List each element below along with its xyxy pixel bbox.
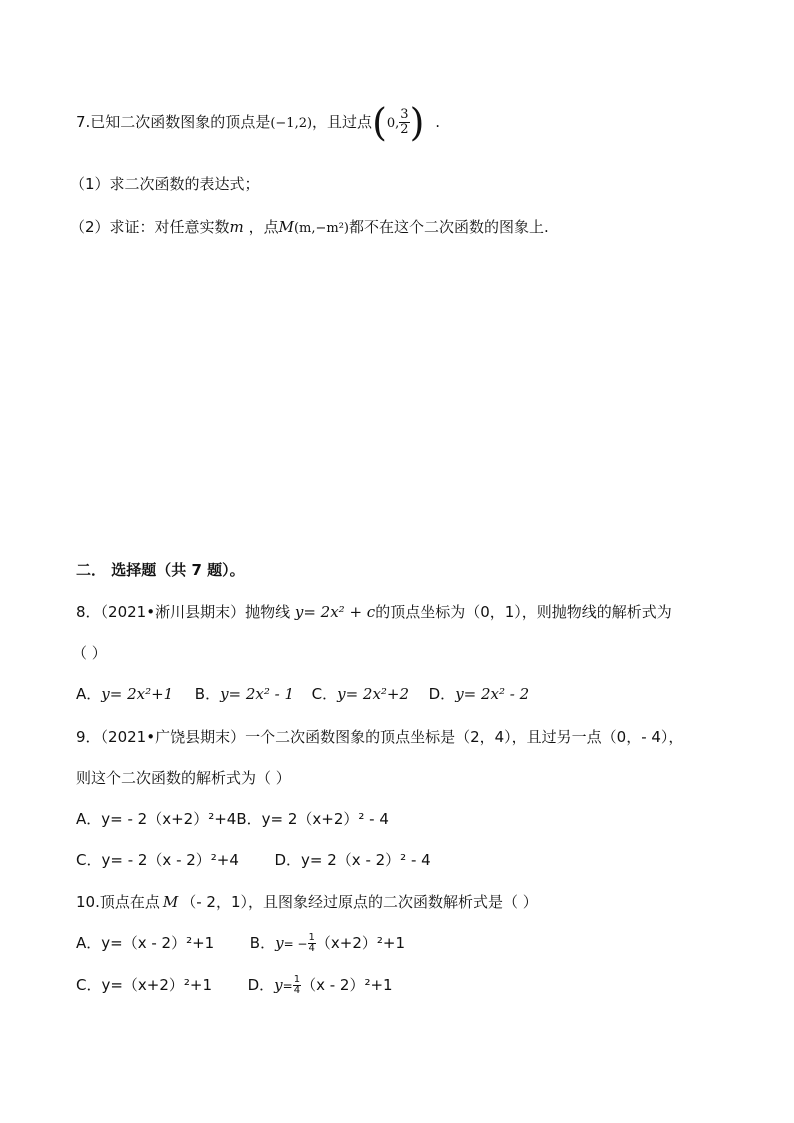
q7-vertex: (−1,2) (270, 116, 313, 131)
q7-stem (76, 100, 440, 145)
q7-point-y-den: 2 (400, 122, 409, 137)
q8-options (76, 683, 529, 705)
q9-options-row1 (76, 808, 389, 830)
q10-opt-b-y: y (275, 934, 284, 952)
q10-pt: M (162, 893, 179, 911)
q8-suffix: 的顶点坐标为（0，1），则抛物线的解析式为 (375, 603, 672, 621)
q10-opt-c: C． (76, 976, 102, 994)
q7-mid: ，且过点 (312, 113, 373, 131)
q8-opt-a: A． (76, 685, 102, 703)
q7-prefix: 7.已知二次函数图象的顶点是 (76, 113, 271, 131)
q10-opt-b: B． (249, 934, 276, 952)
q8-opt-d-val: y= 2x² - 2 (455, 685, 530, 703)
q10-opt-d-rest: （x - 2）²+1 (301, 976, 393, 994)
q9-opt-c: C． (76, 851, 102, 869)
q8-blank: （ ） (72, 644, 107, 662)
q7-part2-b: ，点 (248, 218, 279, 236)
q10-opt-b-rest: （x+2）²+1 (315, 934, 405, 952)
q10-prefix: 10.顶点在点 (76, 893, 160, 911)
q7-point-y-fraction (399, 108, 409, 137)
q10-options-row2 (76, 974, 393, 997)
q7-part2-a: （2）求证：对任意实数 (70, 218, 230, 236)
q10-stem (76, 891, 538, 913)
q10-opt-b-eq: = − (283, 937, 308, 951)
q10-opt-c-val: y=（x+2）²+1 (101, 976, 213, 994)
q7-point-x: 0, (386, 116, 400, 131)
q10-opt-d-num: 1 (293, 974, 301, 985)
q8-opt-b: B． (194, 685, 221, 703)
q7-end: . (435, 113, 440, 131)
q8-prefix: 8．（2021•淅川县期末）抛物线 (76, 603, 291, 621)
q7-part2-pt-a: M (278, 218, 294, 236)
section2-title: 二． 选择题（共 7 题）。 (76, 561, 245, 579)
q7-point-y-num: 3 (400, 107, 409, 122)
q8-opt-d: D． (428, 685, 456, 703)
q9-line2: 则这个二次函数的解析式为（ ） (76, 769, 291, 787)
q10-opt-a: A． (76, 934, 102, 952)
q10-opt-d: D． (247, 976, 275, 994)
q8-opt-b-val: y= 2x² - 1 (220, 685, 295, 703)
q7-paren-right: ) (409, 100, 425, 145)
q8-func: y (294, 603, 304, 621)
q7-part2-c: 都不在这个二次函数的图象上. (348, 218, 549, 236)
q9-opt-b: B． (236, 810, 262, 828)
q7-part2-pt-b: (m,−m²) (293, 221, 349, 236)
q10-opt-d-y: y (274, 976, 283, 994)
q10-opt-a-val: y=（x - 2）²+1 (101, 934, 215, 952)
q8-opt-c-val: y= 2x²+2 (337, 685, 410, 703)
q9-opt-b-val: y= 2（x+2）² - 4 (261, 810, 389, 828)
q10-opt-b-fraction (308, 933, 316, 954)
q9-opt-c-val: y= - 2（x - 2）²+4 (101, 851, 239, 869)
q9-opt-d: D． (274, 851, 302, 869)
q8-opt-a-val: y= 2x²+1 (101, 685, 174, 703)
q10-opt-d-eq: = (282, 979, 293, 993)
q9-opt-a: A． (76, 810, 102, 828)
q9-options-row2 (76, 849, 431, 871)
q10-opt-b-den: 4 (308, 943, 315, 954)
q10-pt-coord: （- 2，1），且图象经过原点的二次函数解析式是（ ） (181, 893, 538, 911)
q8-opt-c: C． (311, 685, 338, 703)
q10-opt-d-den: 4 (293, 985, 301, 996)
q7-paren-left: ( (372, 100, 387, 145)
q7-part2 (70, 216, 549, 240)
q10-options-row1 (76, 932, 405, 955)
q10-opt-d-fraction (293, 975, 301, 996)
q7-part1: （1）求二次函数的表达式； (70, 175, 260, 193)
q7-part2-m: m (229, 218, 244, 236)
q9-line1: 9．（2021•广饶县期末）一个二次函数图象的顶点坐标是（2，4），且过另一点（0，- 4）， (76, 728, 684, 746)
q8-stem (76, 601, 672, 623)
q8-func-rest: = 2x² + c (303, 603, 376, 621)
q10-opt-b-num: 1 (308, 932, 315, 943)
q9-opt-a-val: y= - 2（x+2）²+4 (101, 810, 237, 828)
q9-opt-d-val: y= 2（x - 2）² - 4 (301, 851, 431, 869)
